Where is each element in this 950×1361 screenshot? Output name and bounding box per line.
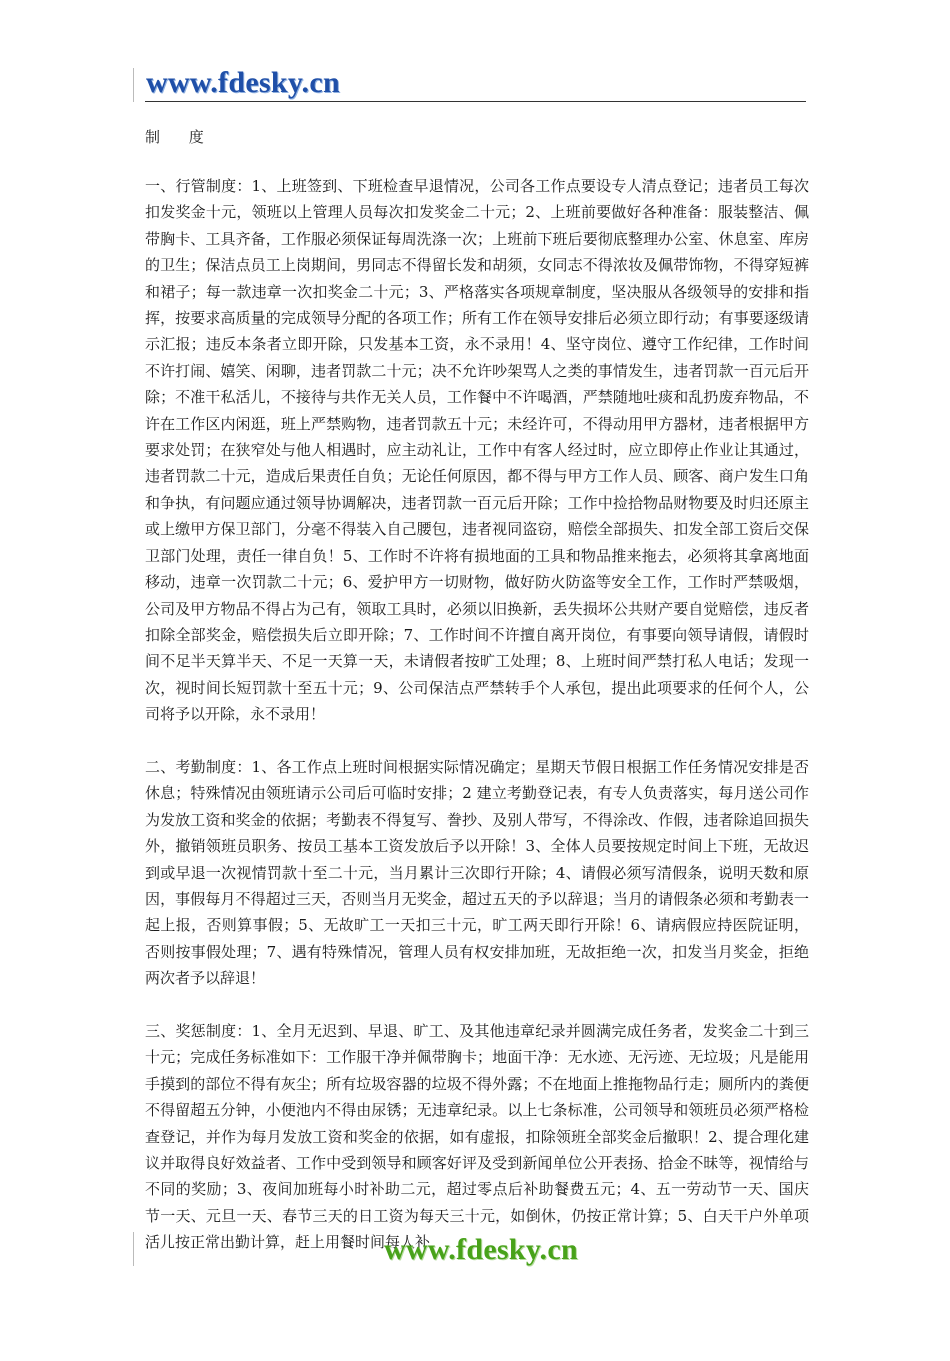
margin-mark-top xyxy=(133,68,134,102)
document-title: 制 度 xyxy=(145,128,216,146)
paragraph-attendance-rules: 二、考勤制度：1、各工作点上班时间根据实际情况确定；星期天节假日根据工作任务情况安排是否休息；特殊情况由领班请示公司后可临时安排；2 建立考勤登记表，有专人负责落实，每月送公司作为发放工资和奖金的依据；考勤表不得复写、誊抄、及别人带写，不得涂改、作假，违者除追回损失外，撤销领班员职务、按员工基本工资发放后予以开除！3、全体人员要按规定时间上下班，无故迟到或早退一次视情罚款十至二十元，当月累计三次即行开除；4、请假必须写清假条，说明天数和原因，事假每月不得超过三天，否则当月无奖金，超过五天的予以辞退；当月的请假条必须和考勤表一起上报，否则算事假；5、无故旷工一天扣三十元，旷工两天即行开除！6、请病假应持医院证明，否则按事假处理；7、遇有特殊情况，管理人员有权安排加班，无故拒绝一次，扣发当月奖金，拒绝两次者予以辞退！ xyxy=(145,757,809,988)
document-body xyxy=(145,173,809,1361)
margin-mark-bottom xyxy=(133,1232,134,1266)
paragraph-reward-penalty-rules: 三、奖惩制度：1、全月无迟到、早退、旷工、及其他违章纪录并圆满完成任务者，发奖金二十到三十元；完成任务标准如下：工作服干净并佩带胸卡；地面干净：无水迹、无污迹、无垃圾；凡是能用手摸到的部位不得有灰尘；所有垃圾容器的垃圾不得外露；不在地面上推拖物品行走；厕所内的粪便不得留超五分钟，小便池内不得由尿锈；无违章纪录。以上七条标准，公司领导和领班员必须严格检查登记，并作为每月发放工资和奖金的依据，如有虚报，扣除领班全部奖金后撤职！2、提合理化建议并取得良好效益者、工作中受到领导和顾客好评及受到新闻单位公开表扬、拾金不昧等，视情给与不同的奖励；3、夜间加班每小时补助二元，超过零点后补助餐费五元；4、五一劳动节一天、国庆节一天、元旦一天、春节三天的日工资为每天三十元，如倒休，仍按正常计算；5、白天干户外单项活儿按正常出勤计算，赶上用餐时间每人补 xyxy=(145,1021,809,1252)
header-divider xyxy=(145,101,806,102)
footer-logo: www.fdesky.cn xyxy=(384,1233,578,1266)
header-logo: www.fdesky.cn xyxy=(146,66,340,99)
paragraph-administration-rules: 一、行管制度：1、上班签到、下班检查早退情况，公司各工作点要设专人清点登记；违者员工每次扣发奖金十元，领班以上管理人员每次扣发奖金二十元；2、上班前要做好各种准备：服装整洁、佩带胸卡、工具齐备，工作服必须保证每周洗涤一次；上班前下班后要彻底整理办公室、休息室、库房的卫生；保洁点员工上岗期间，男同志不得留长发和胡须，女同志不得浓妆及佩带饰物，不得穿短裤和裙子；每一款违章一次扣奖金二十元；3、严格落实各项规章制度，坚决服从各级领导的安排和指挥，按要求高质量的完成领导分配的各项工作；所有工作在领导安排后必须立即行动；有事要逐级请示汇报；违反本条者立即开除，只发基本工资，永不录用！4、坚守岗位、遵守工作纪律，工作时间不许打闹、嬉笑、闲聊，违者罚款二十元；决不允许吵架骂人之类的事情发生，违者罚款一百元后开除；不准干私活儿，不接待与共作无关人员，工作餐中不许喝酒，严禁随地吐痰和乱扔废弃物品，不许在工作区内闲逛，班上严禁购物，违者罚款五十元；未经许可，不得动用甲方器材，违者根据甲方要求处罚；在狭窄处与他人相遇时，应主动礼让，工作中有客人经过时，应立即停止作业让其通过，违者罚款二十元，造成后果责任自负；无论任何原因，都不得与甲方工作人员、顾客、商户发生口角和争执，有问题应通过领导协调解决，违者罚款一百元后开除；工作中捡拾物品财物要及时归还原主或上缴甲方保卫部门，分毫不得装入自己腰包，违者视同盗窃，赔偿全部损失、扣发全部工资后交保卫部门处理，责任一律自负！5、工作时不许将有损地面的工具和物品推来拖去，必须将其拿离地面移动，违章一次罚款二十元；6、爱护甲方一切财物，做好防火防盗等安全工作，工作时严禁吸烟，公司及甲方物品不得占为己有，领取工具时，必须以旧换新，丢失损坏公共财产要自觉赔偿，违反者扣除全部奖金，赔偿损失后立即开除；7、工作时间不许擅自离开岗位，有事要向领导请假，请假时间不足半天算半天、不足一天算一天，未请假者按旷工处理；8、上班时间严禁打私人电话；发现一次，视时间长短罚款十至五十元；9、公司保洁点严禁转手个人承包，提出此项要求的任何个人，公司将予以开除，永不录用！ xyxy=(145,177,809,724)
